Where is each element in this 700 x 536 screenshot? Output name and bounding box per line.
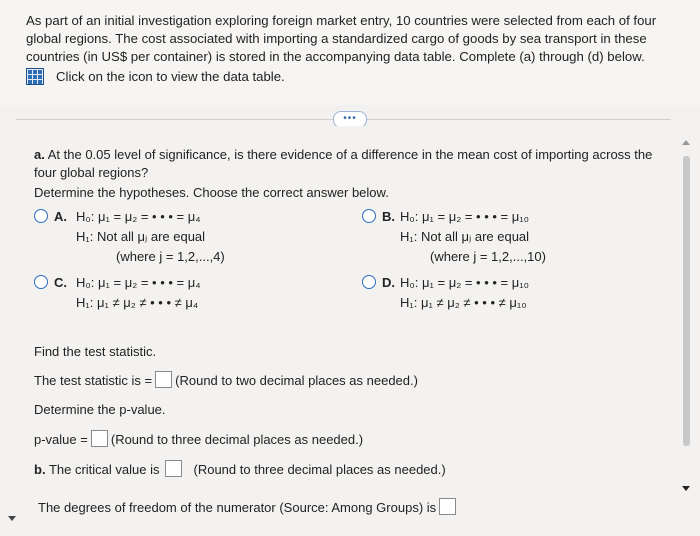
option-b-h1-note: (where j = 1,2,...,10) — [430, 249, 546, 264]
find-test-statistic: Find the test statistic. — [34, 344, 157, 359]
option-d[interactable] — [362, 274, 662, 314]
expand-handle-button[interactable]: ••• — [333, 111, 367, 128]
option-a-h1-note: (where j = 1,2,...,4) — [116, 249, 225, 264]
option-d-h0: H₀: μ₁ = μ₂ = • • • = μ₁₀ — [400, 275, 530, 290]
scroll-down-arrow-icon[interactable] — [682, 486, 690, 491]
radio-option-c[interactable] — [34, 275, 48, 289]
critical-value-label: The critical value is — [48, 462, 160, 477]
option-b-h0: H₀: μ₁ = μ₂ = • • • = μ₁₀ — [400, 209, 530, 224]
part-a-label: a. — [34, 147, 45, 162]
collapse-arrow-icon[interactable] — [8, 516, 16, 521]
part-b-row — [34, 460, 446, 479]
option-b-h1: H₁: Not all μⱼ are equal — [400, 229, 530, 244]
option-d-letter: D. — [382, 275, 395, 290]
option-b-letter: B. — [382, 209, 395, 224]
option-c-letter: C. — [54, 275, 67, 290]
option-c-h1: H₁: μ₁ ≠ μ₂ ≠ • • • ≠ μ₄ — [76, 295, 199, 310]
test-statistic-label: The test statistic is — [34, 373, 141, 388]
critical-value-hint: (Round to three decimal places as needed.) — [193, 462, 446, 477]
p-value-label: p-value — [34, 432, 77, 447]
data-table-link[interactable] — [26, 68, 285, 85]
radio-option-b[interactable] — [362, 209, 376, 223]
part-a-text: At the 0.05 level of significance, is there evidence of a difference in the mean cost of importing across the four global regions? — [34, 147, 653, 180]
radio-option-d[interactable] — [362, 275, 376, 289]
option-c-h0: H₀: μ₁ = μ₂ = • • • = μ₄ — [76, 275, 201, 290]
scroll-thumb[interactable] — [683, 156, 690, 446]
vertical-scrollbar[interactable] — [682, 140, 691, 536]
test-statistic-hint: (Round to two decimal places as needed.) — [175, 373, 418, 388]
part-a-question — [34, 146, 674, 182]
hypotheses-instruction: Determine the hypotheses. Choose the correct answer below. — [34, 185, 389, 200]
option-b[interactable] — [362, 208, 662, 268]
test-statistic-row: The test statistic is = (Round to two decimal places as needed.) — [34, 373, 418, 388]
determine-p-value: Determine the p-value. — [34, 402, 166, 417]
p-value-row: p-value = (Round to three decimal places as needed.) — [34, 432, 364, 447]
test-statistic-input[interactable] — [155, 371, 172, 388]
question-panel — [0, 126, 700, 536]
option-a[interactable] — [34, 208, 334, 268]
option-a-letter: A. — [54, 209, 67, 224]
instructions-panel — [0, 0, 700, 105]
part-b-label: b. — [34, 462, 46, 477]
option-c[interactable] — [34, 274, 334, 314]
radio-option-a[interactable] — [34, 209, 48, 223]
critical-value-input[interactable] — [165, 460, 182, 477]
option-a-h1: H₁: Not all μⱼ are equal — [76, 229, 206, 244]
p-value-input[interactable] — [91, 430, 108, 447]
df-numerator-input[interactable] — [439, 498, 456, 515]
scroll-up-arrow-icon[interactable] — [682, 140, 690, 145]
problem-statement: As part of an initial investigation exploring foreign market entry, 10 countries were selected from each of four global regions. The cost associated with importing a standardized cargo of goods by sea transport in these countries (in US$ per container) is stored in the accompanying data table. Complete (a) through (d) below. — [26, 13, 657, 64]
df-numerator-label: The degrees of freedom of the numerator (Source: Among Groups) is — [38, 500, 437, 515]
p-value-hint: (Round to three decimal places as needed.) — [110, 432, 364, 447]
data-table-icon[interactable] — [26, 68, 44, 85]
option-a-h0: H₀: μ₁ = μ₂ = • • • = μ₄ — [76, 209, 201, 224]
data-table-link-label: Click on the icon to view the data table. — [56, 69, 285, 84]
df-numerator-row — [38, 498, 459, 517]
option-d-h1: H₁: μ₁ ≠ μ₂ ≠ • • • ≠ μ₁₀ — [400, 295, 527, 310]
